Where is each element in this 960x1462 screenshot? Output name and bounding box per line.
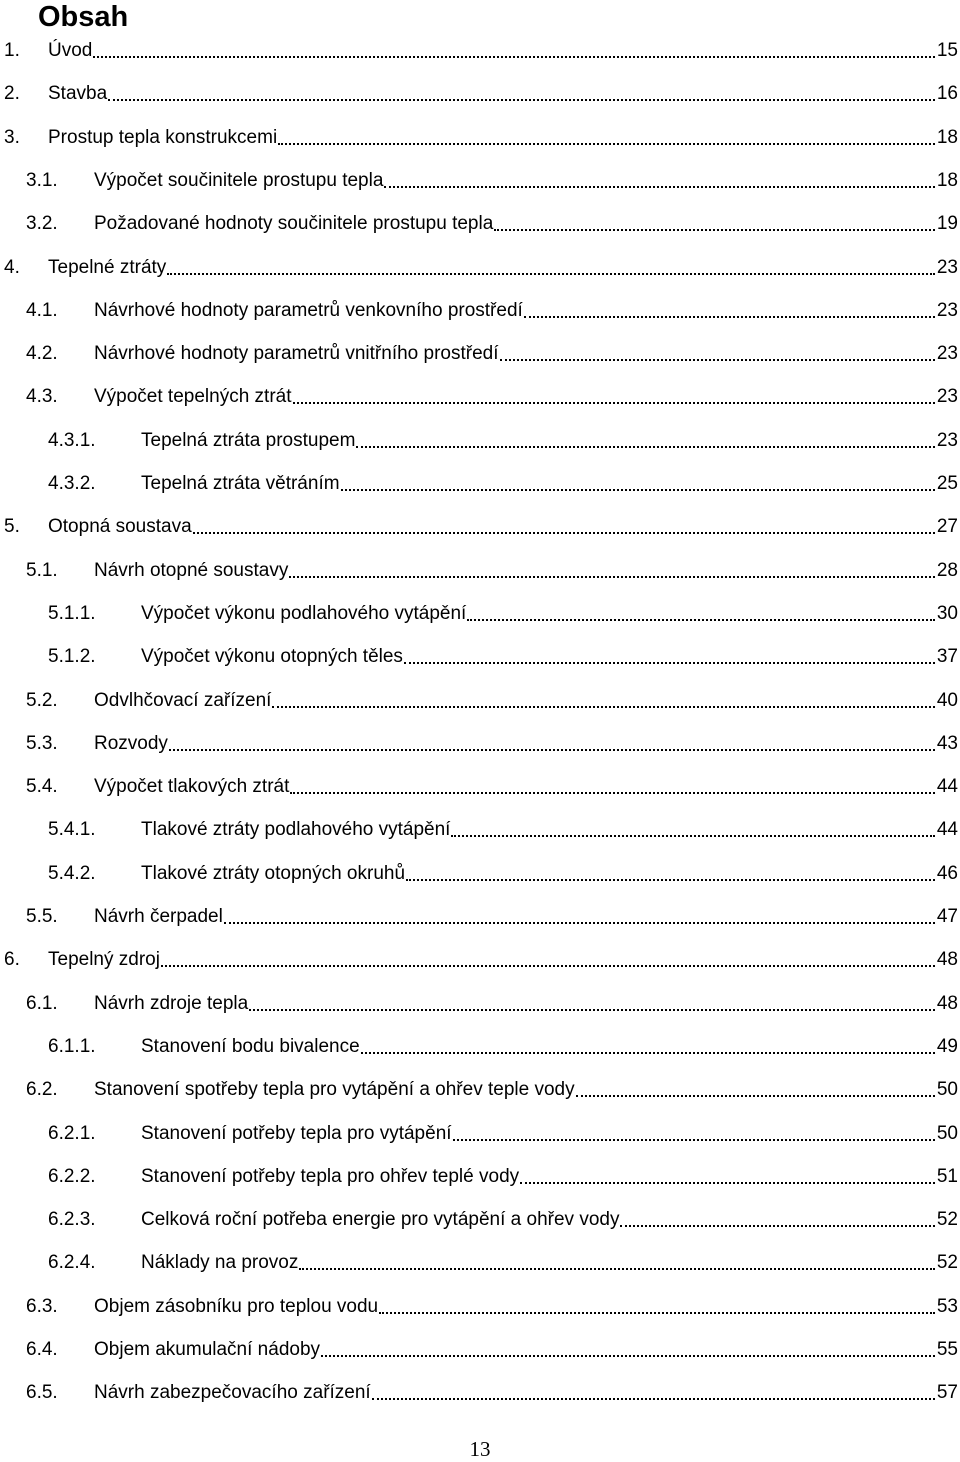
toc-entry-title: Tepelné ztráty [48, 257, 167, 278]
toc-entry-page: 23 [936, 257, 958, 278]
toc-entry-title: Otopná soustava [48, 516, 192, 537]
toc-entry-title: Náklady na provoz [141, 1252, 299, 1273]
toc-entry-title: Výpočet výkonu otopných těles [141, 646, 403, 667]
toc-entry-title: Tepelná ztráta větráním [141, 473, 340, 494]
toc-entry-page: 28 [936, 560, 958, 581]
toc-entry[interactable] [26, 554, 958, 582]
toc-entry-title: Tlakové ztráty podlahového vytápění [141, 819, 451, 840]
toc-entry-number: 5. [4, 516, 20, 537]
toc-entry-title: Odvlhčovací zařízení [94, 690, 272, 711]
dot-leader [161, 949, 935, 971]
dot-leader [341, 473, 935, 495]
toc-entry-page: 40 [936, 690, 958, 711]
toc-entry[interactable] [26, 684, 958, 712]
toc-entry[interactable] [48, 1030, 958, 1058]
toc-entry-page: 55 [936, 1339, 958, 1360]
dot-leader [372, 1382, 935, 1404]
toc-entry-title: Stanovení potřeby tepla pro vytápění [141, 1123, 452, 1144]
toc-entry[interactable] [48, 640, 958, 668]
toc-entry-number: 4.3.2. [48, 473, 96, 494]
toc-entry[interactable] [48, 1203, 958, 1231]
toc-entry-page: 48 [936, 993, 958, 1014]
toc-entry-page: 48 [936, 949, 958, 970]
toc-entry-page: 18 [936, 170, 958, 191]
dot-leader [93, 40, 935, 62]
toc-entry-title: Tepelná ztráta prostupem [141, 430, 356, 451]
toc-entry-page: 18 [936, 127, 958, 148]
toc-entry-page: 23 [936, 343, 958, 364]
toc-entry-page: 27 [936, 516, 958, 537]
toc-entry-number: 6.2.2. [48, 1166, 96, 1187]
toc-entry-number: 6. [4, 949, 20, 970]
dot-leader [384, 170, 934, 192]
toc-entry-title: Výpočet výkonu podlahového vytápění [141, 603, 467, 624]
toc-entry-number: 5.4. [26, 776, 58, 797]
toc-entry[interactable] [48, 1117, 958, 1145]
dot-leader [379, 1296, 935, 1318]
toc-entry-number: 6.4. [26, 1339, 58, 1360]
toc-entry-title: Stanovení spotřeby tepla pro vytápění a ohřev teple vody [94, 1079, 575, 1100]
toc-entry[interactable] [48, 857, 958, 885]
toc-entry-title: Výpočet tepelných ztrát [94, 386, 292, 407]
toc-entry[interactable] [48, 1246, 958, 1274]
toc-entry-title: Výpočet tlakových ztrát [94, 776, 290, 797]
toc-entry-title: Návrh zabezpečovacího zařízení [94, 1382, 371, 1403]
toc-entry-page: 44 [936, 776, 958, 797]
toc-entry[interactable] [4, 251, 958, 279]
toc-entry[interactable] [4, 510, 958, 538]
toc-entry-number: 4.3.1. [48, 430, 96, 451]
toc-entry-number: 6.2. [26, 1079, 58, 1100]
toc-entry-page: 50 [936, 1079, 958, 1100]
toc-entry-number: 5.4.2. [48, 863, 96, 884]
dot-leader [193, 516, 935, 538]
toc-entry[interactable] [4, 77, 958, 105]
dot-leader [278, 127, 935, 149]
toc-entry[interactable] [26, 1290, 958, 1318]
toc-entry-title: Rozvody [94, 733, 168, 754]
toc-entry[interactable] [48, 813, 958, 841]
toc-entry-title: Návrh otopné soustavy [94, 560, 289, 581]
toc-entry-page: 19 [936, 213, 958, 234]
toc-entry[interactable] [26, 727, 958, 755]
dot-leader [406, 863, 935, 885]
toc-entry-number: 5.1.1. [48, 603, 96, 624]
dot-leader [321, 1339, 935, 1361]
toc-entry[interactable] [26, 1333, 958, 1361]
toc-entry-number: 6.2.1. [48, 1123, 96, 1144]
toc-entry[interactable] [4, 943, 958, 971]
toc-entry-title: Výpočet součinitele prostupu tepla [94, 170, 384, 191]
toc-entry-title: Tlakové ztráty otopných okruhů [141, 863, 406, 884]
toc-entry-page: 57 [936, 1382, 958, 1403]
toc-entry[interactable] [26, 1073, 958, 1101]
toc-entry[interactable] [26, 770, 958, 798]
dot-leader [224, 906, 935, 928]
toc-entry-number: 6.5. [26, 1382, 58, 1403]
dot-leader [299, 1252, 934, 1274]
dot-leader [620, 1209, 934, 1231]
toc-entry-number: 5.3. [26, 733, 58, 754]
toc-entry-title: Objem zásobníku pro teplou vodu [94, 1296, 379, 1317]
toc-entry-page: 53 [936, 1296, 958, 1317]
toc-heading: Obsah [38, 1, 129, 33]
dot-leader [500, 343, 935, 365]
toc-entry-title: Celková roční potřeba energie pro vytápění a ohřev vody [141, 1209, 620, 1230]
toc-entry-page: 46 [936, 863, 958, 884]
toc-entry[interactable] [26, 900, 958, 928]
toc-entry-title: Stanovení potřeby tepla pro ohřev teplé vody [141, 1166, 520, 1187]
toc-entry[interactable] [26, 987, 958, 1015]
toc-entry[interactable] [4, 121, 958, 149]
toc-entry-number: 6.2.4. [48, 1252, 96, 1273]
toc-entry-page: 47 [936, 906, 958, 927]
toc-entry-page: 50 [936, 1123, 958, 1144]
toc-entry-number: 6.1.1. [48, 1036, 96, 1057]
toc-entry-number: 5.1.2. [48, 646, 96, 667]
toc-entry-page: 25 [936, 473, 958, 494]
toc-entry-number: 4. [4, 257, 20, 278]
toc-entry-number: 3.2. [26, 213, 58, 234]
toc-entry-page: 44 [936, 819, 958, 840]
dot-leader [467, 603, 935, 625]
toc-entry-title: Návrh zdroje tepla [94, 993, 249, 1014]
toc-entry[interactable] [48, 1160, 958, 1188]
dot-leader [356, 430, 934, 452]
toc-entry-number: 4.1. [26, 300, 58, 321]
dot-leader [494, 213, 935, 235]
dot-leader [404, 646, 935, 668]
toc-entry-number: 2. [4, 83, 20, 104]
toc-entry-number: 4.3. [26, 386, 58, 407]
toc-entry[interactable] [26, 164, 958, 192]
dot-leader [520, 1166, 935, 1188]
toc-entry-page: 15 [936, 40, 958, 61]
toc-entry[interactable] [48, 597, 958, 625]
toc-entry-number: 6.1. [26, 993, 58, 1014]
toc-entry-number: 5.2. [26, 690, 58, 711]
dot-leader [293, 386, 935, 408]
dot-leader [272, 690, 934, 712]
toc-entry[interactable] [26, 380, 958, 408]
toc-entry-title: Návrhové hodnoty parametrů vnitřního prostředí [94, 343, 499, 364]
toc-entry-number: 3.1. [26, 170, 58, 191]
toc-entry-title: Stanovení bodu bivalence [141, 1036, 360, 1057]
toc-entry-page: 23 [936, 300, 958, 321]
page-number: 13 [469, 1437, 491, 1461]
toc-entry[interactable] [26, 207, 958, 235]
toc-entry-page: 23 [936, 430, 958, 451]
toc-entry[interactable] [26, 294, 958, 322]
toc-entry-page: 23 [936, 386, 958, 407]
dot-leader [167, 257, 935, 279]
toc-entry[interactable] [26, 337, 958, 365]
toc-entry-title: Stavba [48, 83, 108, 104]
toc-entry-page: 30 [936, 603, 958, 624]
dot-leader [289, 560, 935, 582]
toc-entry-number: 5.4.1. [48, 819, 96, 840]
toc-entry-number: 6.3. [26, 1296, 58, 1317]
dot-leader [249, 993, 935, 1015]
toc-entry-title: Úvod [48, 40, 93, 61]
toc-entry-page: 51 [936, 1166, 958, 1187]
toc-entry-number: 4.2. [26, 343, 58, 364]
dot-leader [453, 1123, 935, 1145]
toc-entry[interactable] [48, 467, 958, 495]
dot-leader [576, 1079, 935, 1101]
dot-leader [290, 776, 934, 798]
dot-leader [524, 300, 935, 322]
toc-entry-page: 49 [936, 1036, 958, 1057]
toc-entry-title: Návrhové hodnoty parametrů venkovního prostředí [94, 300, 523, 321]
toc-entry-page: 16 [936, 83, 958, 104]
toc-entry-page: 37 [936, 646, 958, 667]
toc-entry-title: Návrh čerpadel [94, 906, 223, 927]
toc-entry-title: Požadované hodnoty součinitele prostupu tepla [94, 213, 494, 234]
toc-entry-page: 43 [936, 733, 958, 754]
toc-entry-number: 5.1. [26, 560, 58, 581]
toc-entry-number: 1. [4, 40, 20, 61]
dot-leader [108, 83, 935, 105]
dot-leader [451, 819, 934, 841]
dot-leader [361, 1036, 935, 1058]
toc-entry[interactable] [48, 424, 958, 452]
toc-entry[interactable] [26, 1376, 958, 1404]
dot-leader [169, 733, 935, 755]
toc-entry-number: 5.5. [26, 906, 58, 927]
toc-entry-number: 6.2.3. [48, 1209, 96, 1230]
toc-entry-title: Objem akumulační nádoby [94, 1339, 321, 1360]
toc-entry-page: 52 [936, 1252, 958, 1273]
toc-entry[interactable] [4, 34, 958, 62]
toc-entry-title: Prostup tepla konstrukcemi [48, 127, 278, 148]
toc-entry-number: 3. [4, 127, 20, 148]
toc-entry-title: Tepelný zdroj [48, 949, 160, 970]
toc-entry-page: 52 [936, 1209, 958, 1230]
